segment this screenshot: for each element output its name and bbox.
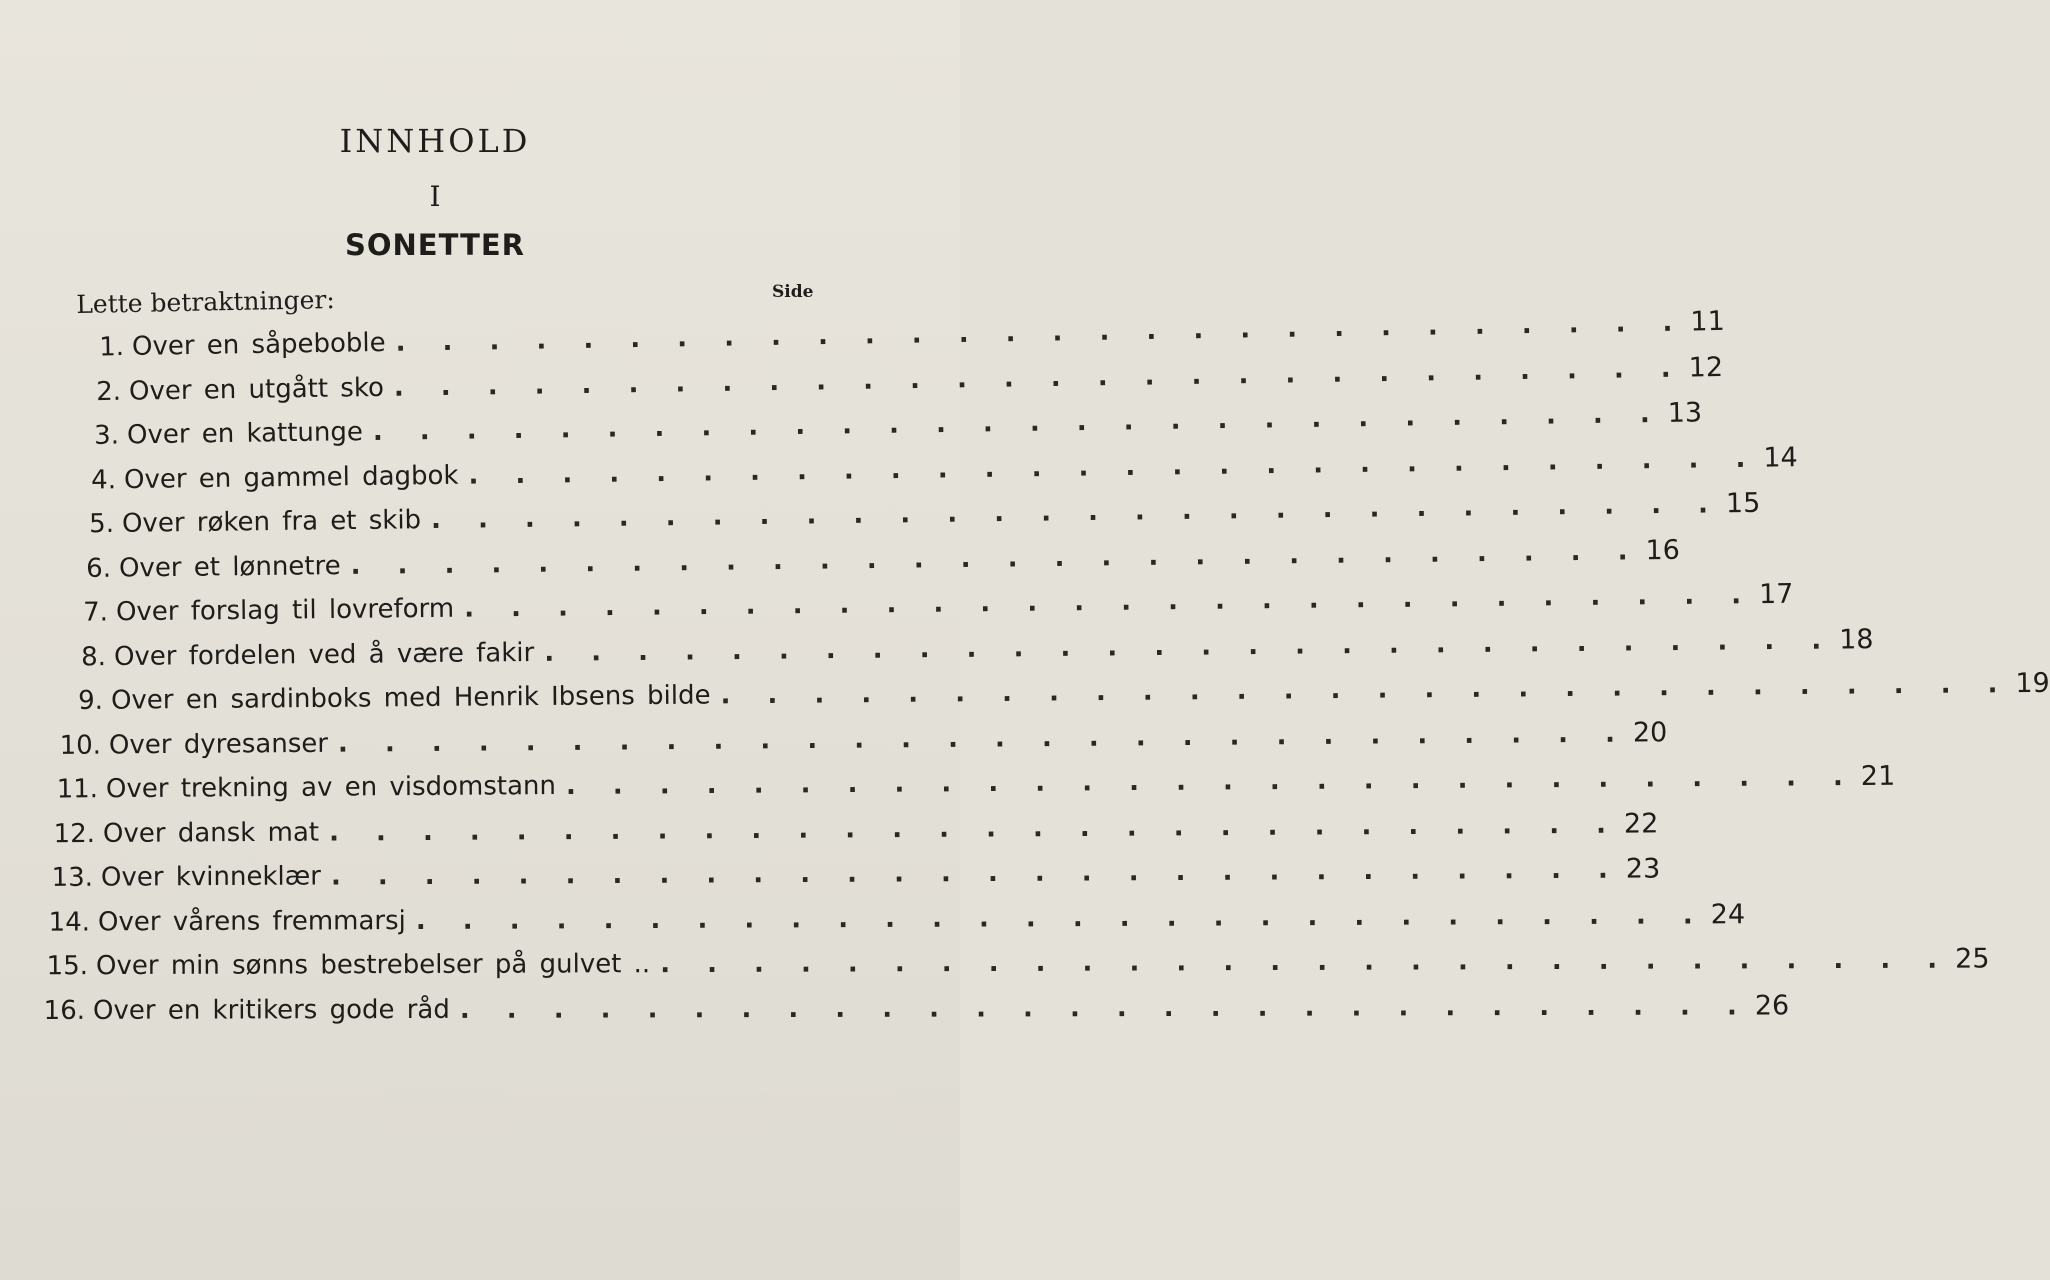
entry-page-number: 18 [1838,623,1874,655]
toc-entry [50,760,1896,809]
toc-entry [58,623,1874,677]
entry-page-number: 11 [1690,305,1726,338]
entry-page-number: 24 [1710,898,1746,930]
dot-leader: . . . . . . . . . . . . . . . . . . . . . . . . . . . . [337,718,1629,759]
entry-title: Over kvinneklær [100,861,321,893]
entry-title: Over en sardinboks med Henrik Ibsens bilde [111,680,711,716]
toc-entry [47,807,1659,854]
toc-entry [45,853,1661,898]
section-title: SONETTER [345,228,525,262]
entry-number: 13. [51,862,93,893]
entry-page-number: 23 [1625,853,1661,885]
entry-number: 5. [88,508,114,540]
entry-page-number: 20 [1632,716,1667,748]
toc-entry [55,667,2050,721]
dot-leader: . . . . . . . . . . . . . . . . . . . . . . . . . . . . [395,307,1687,358]
toc-entry [65,487,1761,544]
entry-page-number: 25 [1954,943,1990,975]
entry-page-number: 26 [1754,989,1790,1021]
toc-entry [73,351,1724,412]
entry-number: 15. [46,951,88,982]
entry-number: 6. [86,553,112,584]
toc-entry [40,943,1990,987]
entry-number: 8. [80,641,106,672]
entry-title: Over en kattunge [126,417,363,451]
page-title: INNHOLD [339,122,531,160]
entry-number: 11. [56,774,99,805]
dot-leader: . . . . . . . . . . . . . . . . . . . . . . . . . . . . [372,398,1664,447]
toc-entry [71,397,1703,456]
dot-leader: . . . . . . . . . . . . . . . . . . . . . . . . . . . . [329,809,1621,848]
entry-title: Over dyresanser [108,728,328,760]
dot-leader: . . . . . . . . . . . . . . . . . . . . . . . . . . . . [415,899,1708,936]
dot-leader: . . . . . . . . . . . . . . . . . . . . . . . . . . . . [659,944,1951,980]
dot-leader: . . . . . . . . . . . . . . . . . . . . . . . . . . . . [720,669,2012,711]
entry-page-number: 16 [1645,534,1681,566]
entry-page-number: 22 [1624,807,1659,840]
entry-page-number: 14 [1763,441,1799,474]
entry-title: Over dansk mat [103,817,320,849]
entry-number: 7. [83,597,109,628]
entry-page-number: 17 [1759,578,1794,611]
entry-page-number: 13 [1667,397,1703,429]
entry-title: Over min sønns bestrebelser på gulvet .. [95,949,650,982]
entry-page-number: 21 [1860,760,1896,792]
dot-leader: . . . . . . . . . . . . . . . . . . . . . . . . . . . . [464,580,1756,624]
entry-page-number: 12 [1688,351,1724,384]
entry-number: 3. [93,420,120,451]
entry-page-number: 15 [1725,487,1761,520]
group-label: Lette betraktninger: [76,285,336,319]
entry-title: Over vårens fremmarsj [98,905,407,937]
toc-entry [63,534,1681,588]
entry-title: Over en såpeboble [131,327,386,362]
entry-title: Over røken fra et skib [121,505,421,539]
entry-number: 1. [98,332,125,363]
entry-title: Over trekning av en visdomstann [105,771,557,805]
entry-title: Over forslag til lovreform [116,593,455,628]
toc-entry [42,898,1746,942]
part-number: I [429,180,441,213]
entry-number: 9. [78,685,104,717]
entry-number: 16. [43,995,86,1026]
entry-number: 12. [53,818,96,849]
entry-title: Over en kritikers gode råd [92,994,450,1026]
toc-entry [37,989,1790,1031]
entry-title: Over en gammel dagbok [123,460,459,495]
toc-entry [60,578,1794,633]
entry-number: 10. [59,730,101,761]
dot-leader: . . . . . . . . . . . . . . . . . . . . . . . . . . . . [430,489,1722,536]
entry-page-number: 19 [2015,667,2050,700]
dot-leader: . . . . . . . . . . . . . . . . . . . . . . . . . . . . [394,353,1686,403]
entry-number: 2. [96,376,122,407]
dot-leader: . . . . . . . . . . . . . . . . . . . . . . . . . . . . [330,854,1622,892]
toc-entry [52,716,1667,766]
toc-entry [68,441,1799,501]
dot-leader: . . . . . . . . . . . . . . . . . . . . . . . . . . . . [459,990,1751,1025]
dot-leader: . . . . . . . . . . . . . . . . . . . . . . . . . . . . [468,443,1760,491]
dot-leader: . . . . . . . . . . . . . . . . . . . . . . . . . . . . [350,535,1642,581]
entry-title: Over en utgått sko [129,372,385,407]
dot-leader: . . . . . . . . . . . . . . . . . . . . . . . . . . . . [565,761,1857,801]
entry-number: 14. [48,906,91,938]
entry-title: Over et lønnetre [118,550,341,584]
entry-title: Over fordelen ved å være fakir [113,637,535,672]
entry-number: 4. [91,464,117,496]
dot-leader: . . . . . . . . . . . . . . . . . . . . . . . . . . . . [543,624,1836,668]
page-column-label: Side [772,282,814,302]
